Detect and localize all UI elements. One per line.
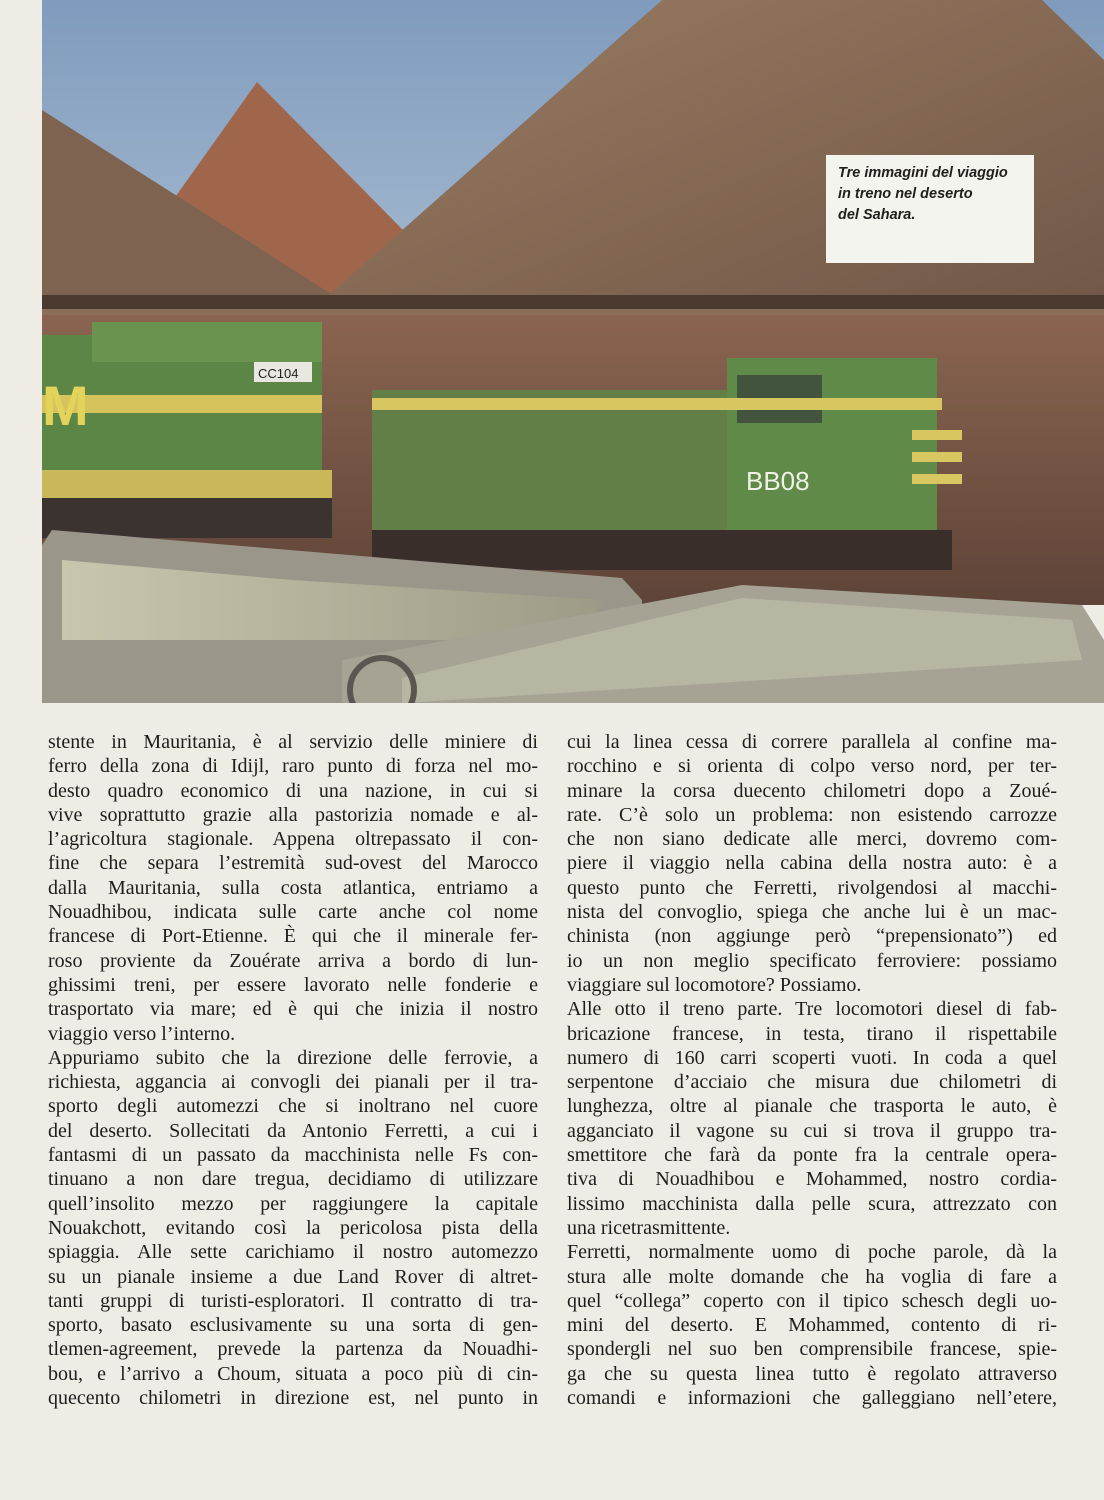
text-line: smettitore che farà da ponte fra la centrale opera- [567, 1144, 1057, 1167]
text-line: io un non meglio specificato ferroviere: possiamo [567, 949, 1057, 972]
text-line: quell’insolito mezzo per raggiungere la capitale [48, 1192, 538, 1215]
text-line: minare la corsa duecento chilometri dopo a Zoué- [567, 779, 1057, 802]
text-line: piere il viaggio nella cabina della nostra auto: è a [567, 852, 1057, 875]
text-line: chinista (non aggiunge però “prepensionato”) ed [567, 925, 1057, 948]
photo-train-ore-piles [42, 0, 1104, 703]
text-line: spiaggia. Alle sette carichiamo il nostro automezzo [48, 1241, 538, 1264]
text-line: stura alle molte domande che ha voglia di fare a [567, 1265, 1057, 1288]
article-column-left [48, 730, 538, 1410]
text-line: Nouadhibou, indicata sulle carte anche col nome [48, 901, 538, 924]
text-line: roso proviente da Zouérate arriva a bordo di lun- [48, 949, 538, 972]
text-line: viaggiare sul locomotore? Possiamo. [567, 973, 862, 996]
text-line: bou, e l’arrivo a Choum, situata a poco più di cin- [48, 1362, 538, 1385]
photo-caption [826, 155, 1034, 263]
text-line: rocchino e si orienta di colpo verso nord, per ter- [567, 755, 1057, 778]
caption-line: Tre immagini del viaggio [838, 165, 1008, 181]
text-line: ga che su questa linea tutto è regolato attraverso [567, 1362, 1057, 1385]
caption-line: in treno nel deserto [838, 186, 973, 202]
text-line: francese di Port-Etienne. È qui che il minerale fer- [48, 925, 538, 948]
text-line: rate. C’è solo un problema: non esistendo carrozze [567, 803, 1057, 826]
text-line: tlemen-agreement, prevede la partenza da Nouadhi- [48, 1338, 538, 1361]
text-line: lissimo macchinista dalla pelle scura, attrezzato con [567, 1192, 1057, 1215]
text-line: una ricetrasmittente. [567, 1216, 731, 1239]
text-line: Nouakchott, evitando così la pericolosa pista della [48, 1216, 538, 1239]
conveyor [42, 295, 1104, 309]
text-line: questo punto che Ferretti, rivolgendosi al macchi- [567, 876, 1057, 899]
text-line: l’agricoltura stagionale. Appena oltrepassato il con- [48, 828, 538, 851]
locomotive-cc104 [42, 322, 332, 538]
text-line: quel “collega” coperto con il tipico schesch degli uo- [567, 1289, 1057, 1312]
text-line: ferro della zona di Idijl, raro punto di forza nel mo- [48, 755, 538, 778]
text-line: spondergli nel suo ben comprensibile francese, spie- [567, 1338, 1057, 1361]
text-line: quecento chilometri in direzione est, nel punto in [48, 1387, 538, 1410]
text-line: ghissimi treni, per essere lavorato nelle fonderie e [48, 973, 538, 996]
text-line: su un pianale insieme a due Land Rover di altret- [48, 1265, 538, 1288]
text-line: tanti gruppi di turisti-esploratori. Il contratto di tra- [48, 1289, 538, 1312]
text-line: nista del convoglio, spiega che anche lui è un mac- [567, 901, 1057, 924]
locomotive-number-bb08: BB08 [746, 466, 810, 496]
text-line: Appuriamo subito che la direzione delle ferrovie, a [48, 1046, 538, 1069]
text-line: tinuano a non dare tregua, decidiamo di utilizzare [48, 1168, 538, 1191]
text-line: trasportato via mare; ed è qui che inizia il nostro [48, 998, 538, 1021]
text-line: Alle otto il treno parte. Tre locomotori diesel di fab- [567, 998, 1057, 1021]
text-line: tiva di Nouadhibou e Mohammed, nostro cordia- [567, 1168, 1057, 1191]
text-line: stente in Mauritania, è al servizio delle miniere di [48, 731, 538, 753]
text-line: dalla Mauritania, sulla costa atlantica, entriamo a [48, 876, 538, 899]
svg-text:M: M [42, 374, 89, 437]
text-line: serpentone d’acciaio che misura due chilometri di [567, 1071, 1057, 1094]
text-line: vive soprattutto grazie alla pastorizia nomade e al- [48, 803, 538, 826]
text-line: agganciato il vagone su cui si trova il gruppo tra- [567, 1119, 1057, 1142]
article-column-right [567, 730, 1057, 1410]
text-line: fine che separa l’estremità sud-ovest del Marocco [48, 852, 538, 875]
text-line: richiesta, aggancia ai convogli dei pianali per il tra- [48, 1071, 538, 1094]
text-line: numero di 160 carri scoperti vuoti. In coda a quel [567, 1046, 1057, 1069]
text-line: sporto degli automezzi che si inoltrano nel cuore [48, 1095, 538, 1118]
text-line: sporto, basato esclusivamente su una sorta di gen- [48, 1314, 538, 1337]
text-line: cui la linea cessa di correre parallela al confine ma- [567, 731, 1057, 753]
text-line: fantasmi di un passato da macchinista nelle Fs con- [48, 1144, 538, 1167]
text-line: comandi e informazioni che galleggiano nell’etere, [567, 1387, 1057, 1410]
text-line: Ferretti, normalmente uomo di poche parole, dà la [567, 1241, 1057, 1264]
text-line: lunghezza, oltre al pianale che trasporta le auto, è [567, 1095, 1057, 1118]
caption-line: del Sahara. [838, 207, 916, 223]
text-line: desto quadro economico di una nazione, in cui si [48, 779, 538, 802]
locomotive-number-cc104: CC104 [258, 366, 299, 381]
text-line: viaggio verso l’interno. [48, 1022, 236, 1045]
text-line: del deserto. Sollecitati da Antonio Ferretti, a cui i [48, 1119, 538, 1142]
text-line: che non siano dedicate alle merci, dovremo com- [567, 828, 1057, 851]
text-line: mini del deserto. E Mohammed, contento di ri- [567, 1314, 1057, 1337]
text-line: bricazione francese, in testa, tirano il rispettabile [567, 1022, 1057, 1045]
